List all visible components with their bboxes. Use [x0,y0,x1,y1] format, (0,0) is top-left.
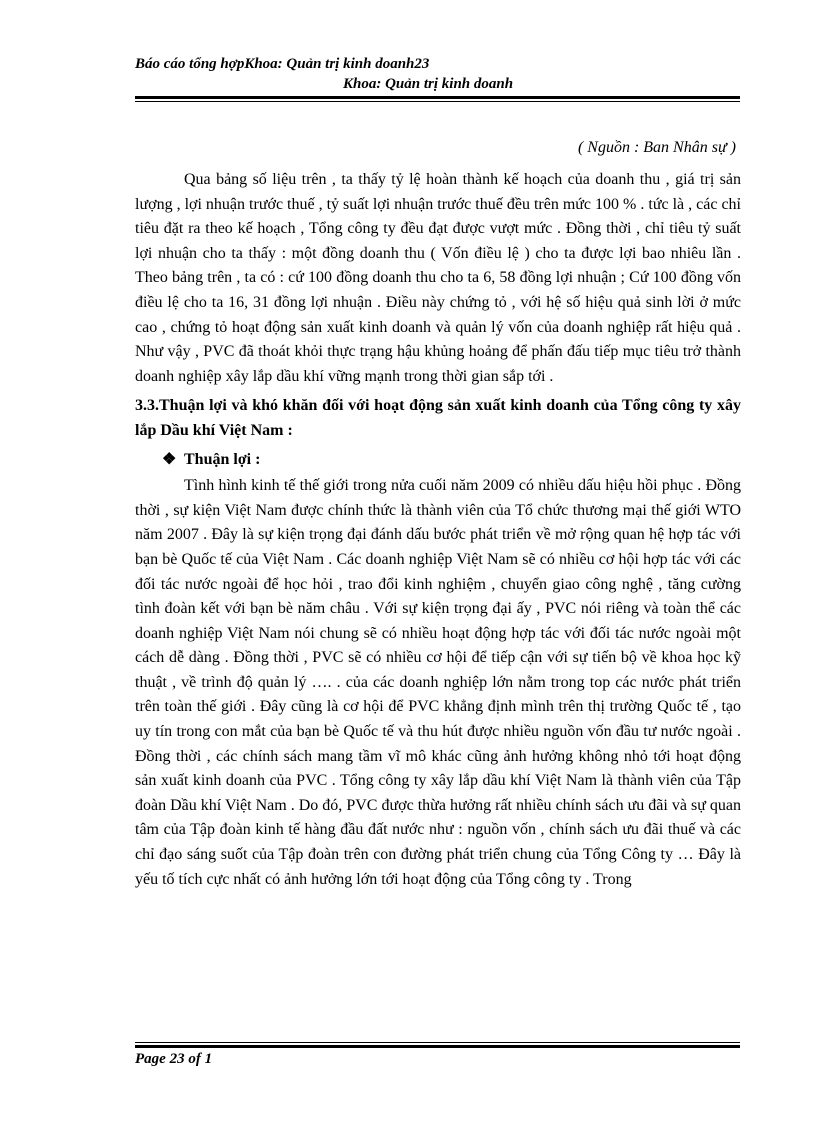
source-note: ( Nguồn : Ban Nhân sự ) [577,139,736,156]
document-body [135,168,741,892]
analysis-paragraph: Qua bảng số liệu trên , ta thấy tỷ lệ hoàn thành kế hoạch của doanh thu , giá trị sản lượng , lợi nhuận trước thuế , tỷ suất lợi nhuận trước thuế đều trên mức 100 % . tức là , các chỉ tiêu đặt ra theo kế hoạch , Tổng công ty đều đạt được vượt mức . Đồng thời , chỉ tiêu tỷ suất lợi nhuận cho ta thấy : một đồng doanh thu ( Vốn điều lệ ) cho ta được lợi bao nhiêu lần . Theo bảng trên , ta có : cứ 100 đồng doanh thu cho ta 6, 58 đồng lợi nhuận ; Cứ 100 đồng vốn điều lệ cho ta 16, 31 đồng lợi nhuận . Điều này chứng tỏ , với hệ số hiệu quả sinh lời ở mức cao , chứng tỏ hoạt động sản xuất kinh doanh và quản lý vốn của doanh nghiệp rất hiệu quả . Như vậy , PVC đã thoát khỏi thực trạng hậu khủng hoảng để phấn đấu tiếp mục tiêu trở thành doanh nghiệp xây lắp dầu khí vững mạnh trong thời gian sắp tới . [135,171,741,385]
section-heading: 3.3.Thuận lợi và khó khăn đối với hoạt động sản xuất kinh doanh của Tổng công ty xây lắp Dầu khí Việt Nam : [135,397,741,439]
header-title: Báo cáo tổng hợpKhoa: Quản trị kinh doanh23 [135,56,430,72]
header-rule-thick [135,96,740,99]
advantages-paragraph: Tình hình kinh tế thế giới trong nửa cuối năm 2009 có nhiều dấu hiệu hồi phục . Đồng thời , sự kiện Việt Nam được chính thức là thành viên của Tổ chức thương mại thế giới WTO năm 2007 . Đây là sự kiện trọng đại đánh dấu bước phát triển về mở rộng quan hệ hợp tác với bạn bè Quốc tế của Việt Nam . Các doanh nghiệp Việt Nam sẽ có nhiều cơ hội hợp tác với các đối tác nước ngoài để học hỏi , trao đổi kinh nghiệm , chuyển giao công nghệ , tăng cường tình đoàn kết với bạn bè năm châu . Với sự kiện trọng đại ấy , PVC nói riêng và toàn thể các doanh nghiệp Việt Nam nói chung sẽ có nhiều hoạt động hợp tác với đối tác nước ngoài một cách dễ dàng . Đồng thời , PVC sẽ có nhiều cơ hội để tiếp cận với sự tiến bộ về khoa học kỹ thuật , về trình độ quản lý …. . của các doanh nghiệp lớn nằm trong top các nước phát triển trên toàn thế giới . Đây cũng là cơ hội để PVC khẳng định mình trên thị trường Quốc tế , tạo uy tín trong con mắt của bạn bè Quốc tế và thu hút được nhiều nguồn vốn đầu tư nước ngoài . Đồng thời , các chính sách mang tầm vĩ mô khác cũng ảnh hưởng không nhỏ tới hoạt động sản xuất kinh doanh của PVC . Tổng công ty xây lắp dầu khí Việt Nam là thành viên của Tập đoàn Dầu khí Việt Nam . Do đó, PVC được thừa hưởng rất nhiều chính sách ưu đãi và sự quan tâm của Tập đoàn kinh tế hàng đầu đất nước như : nguồn vốn , chính sách ưu đãi thuế và các chỉ đạo sáng suốt của Tập đoàn trên con đường phát triển chung của Tổng Công ty … Đây là yếu tố tích cực nhất có ảnh hưởng lớn tới hoạt động của Tổng công ty . Trong [135,477,741,888]
subheading-label: Thuận lợi : [184,450,261,468]
diamond-bullet-icon: ❖ [162,450,177,468]
footer-rule-thick [135,1045,740,1048]
page-number: Page 23 of 1 [135,1051,213,1067]
header-rule-thin [135,101,740,102]
footer-rule-thin [135,1042,740,1043]
subheading [162,448,741,473]
header-faculty: Khoa: Quản trị kinh doanh [343,76,514,92]
